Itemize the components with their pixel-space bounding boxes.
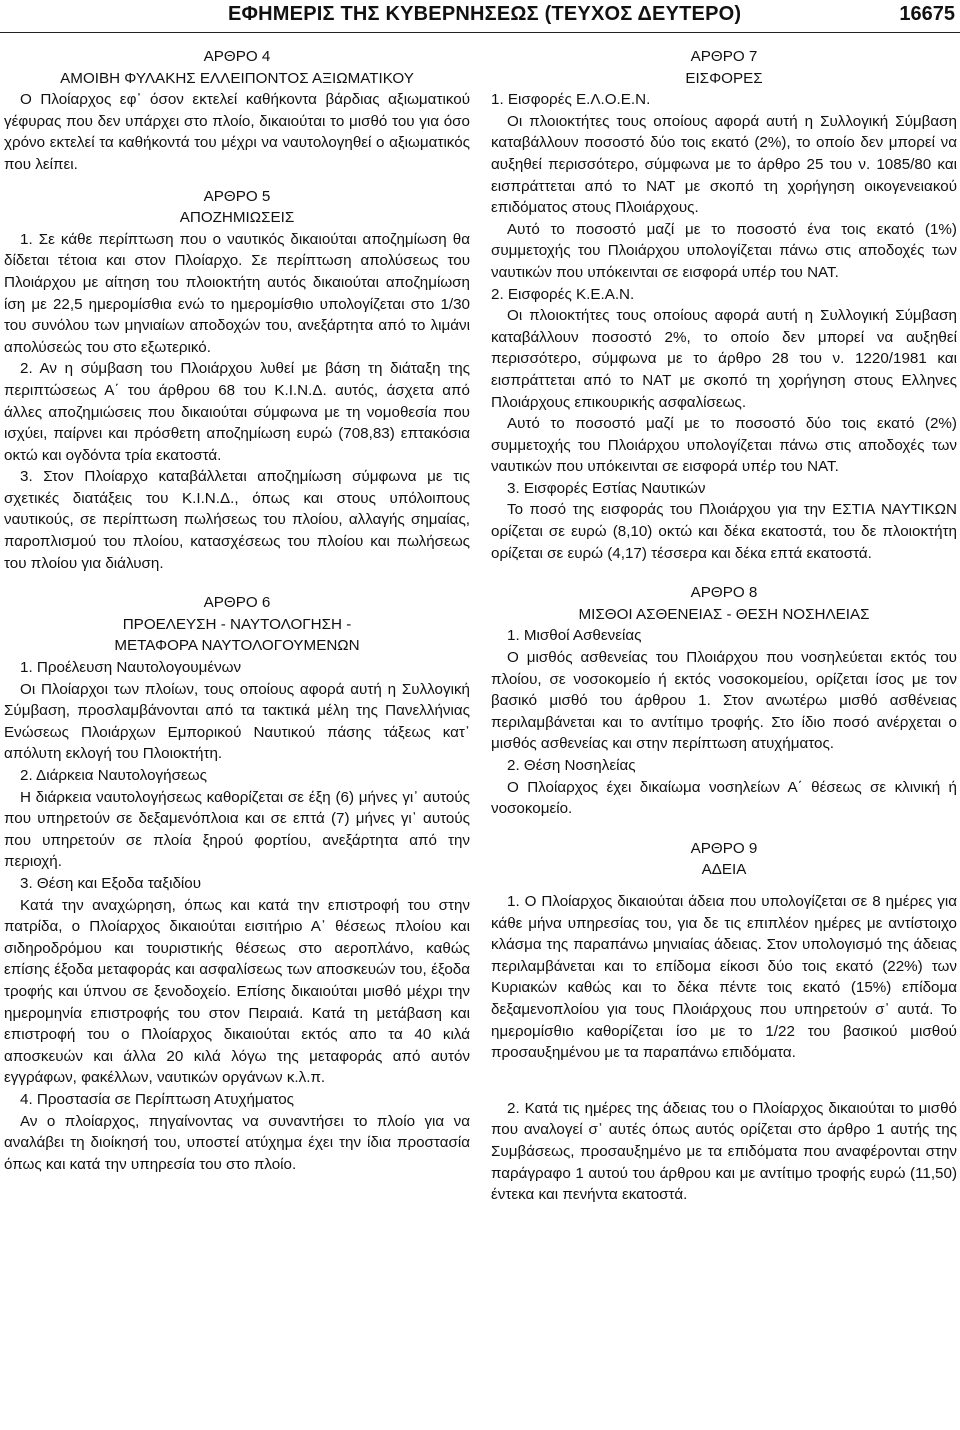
article-7-title: ΕΙΣΦΟΡΕΣ [685, 69, 763, 87]
article-6-heading-1: 1. Προέλευση Ναυτολογουμένων [20, 659, 242, 677]
article-6-heading-2: 2. Διάρκεια Ναυτολογήσεως [20, 767, 207, 784]
article-8-title: ΜΙΣΘΟΙ ΑΣΘΕΝΕΙΑΣ - ΘΕΣΗ ΝΟΣΗΛΕΙΑΣ [578, 605, 870, 623]
article-7-number: ΑΡΘΡΟ 7 [690, 48, 758, 65]
article-6-title-line-1: ΠΡΟΕΛΕΥΣΗ - ΝΑΥΤΟΛΟΓΗΣΗ - [122, 615, 352, 633]
article-6-number: ΑΡΘΡΟ 6 [203, 594, 271, 612]
article-4-paragraph: Ο Πλοίαρχος εφ᾽ όσον εκτελεί καθήκοντα βάρδιας αξιωματικού γέφυρας που δεν υπάρχει στο πλοίο, δικαιούται το μισθό του για όσο χρόνο εκτελεί τα καθήκοντά του μέχρι να ναυτολογηθεί ο αξιωματικός που λείπει. [4, 91, 470, 173]
article-7-heading-3: 3. Εισφορές Εστίας Ναυτικών [507, 479, 706, 497]
page-header [0, 0, 960, 34]
article-9-title: ΑΔΕΙΑ [701, 861, 747, 879]
article-8-paragraph-2: Ο Πλοίαρχος έχει δικαίωμα νοσηλείων Α΄ θέσεως σε κλινική ή νοσοκομείο. [491, 778, 957, 818]
page-number: 16675 [899, 3, 955, 25]
article-6-heading-3: 3. Θέση και Εξοδα ταξιδίου [20, 874, 202, 892]
article-6-paragraph-4: Αν ο πλοίαρχος, πηγαίνοντας να συναντήσει το πλοίο για να αναλάβει τη διοίκησή του, υποστεί ατύχημα έχει την ίδια προστασία όπως και κατά την υπηρεσία του στο πλοίο. [4, 1112, 470, 1173]
left-column [4, 46, 470, 1175]
header-divider [0, 32, 960, 33]
article-5-paragraph-3: 3. Στον Πλοίαρχο καταβάλλεται αποζημίωση σύμφωνα με τις σχετικές διατάξεις του Κ.Ι.Ν.Δ., όπως και στους υπόλοιπους ναυτικούς, σε περίπτωση πωλήσεως του πλοίου, αλλαγής σημαίας, παροπλισμού του πλοίου, κατασχέσεως του πλοίου και πωλήσεως του πλοίου για διάλυση. [4, 468, 470, 572]
article-7-paragraph-2: Αυτό το ποσοστό μαζί με το ποσοστό ένα τοις εκατό (1%) συμμετοχής του Πλοιάρχου υπολογίζεται πάνω στις αποδοχές των ναυτικών που υπόκεινται σε εισφορά υπέρ του ΝΑΤ. [491, 220, 957, 281]
article-9-paragraph-2: 2. Κατά τις ημέρες της άδειας του ο Πλοίαρχος δικαιούται το μισθό που αναλογεί σ᾽ αυτές όπως αυτός ορίζεται στο άρθρο 1 αυτής της Συμβάσεως, προσαυξημένο με τα επιδόματα που αναφέρονται στην παράγραφο 1 αυτού του άρθρου και με αντίτιμο τροφής ευρώ (11,50) έντεκα και πενήντα εκατοστά. [491, 1099, 957, 1204]
article-5-number: ΑΡΘΡΟ 5 [203, 187, 271, 205]
article-5-paragraph-1: 1. Σε κάθε περίπτωση που ο ναυτικός δικαιούται αποζημίωση θα δίδεται τέτοια και στον Πλοίαρχο. Σε περίπτωση απολύσεως του Πλοιάρχου με αίτηση του πλοιοκτήτη αυτός δικαιούται αποζημίωση ίση με 22,5 ημερομίσθια ενώ το ημερομίσθιο υπολογίζεται στο 1/30 του συνόλου των μηνιαίων αποδοχών του, ανεξάρτητα από το λιμάνι απολύσεώς του στο εξωτερικό. [4, 230, 470, 356]
article-7-heading-1: 1. Εισφορές Ε.Λ.Ο.Ε.Ν. [491, 91, 651, 109]
article-7-paragraph-1: Οι πλοιοκτήτες τους οποίους αφορά αυτή η Συλλογική Σύμβαση καταβάλλουν ποσοστό δύο τοις εκατό (2%), το οποίο δεν μπορεί να αυξηθεί περισσότερο, σύμφωνα με το άρθρο 25 του ν. 1085/80 και εισπράττεται από το ΝΑΤ με σκοπό τη χορήγηση οικογενειακού επιδόματος στους Πλοιάρχους. [491, 112, 957, 217]
article-8-heading-2: 2. Θέση Νοσηλείας [507, 757, 636, 774]
article-6-paragraph-1: Οι Πλοίαρχοι των πλοίων, τους οποίους αφορά αυτή η Συλλογική Σύμβαση, προσλαμβάνονται από τα τακτικά μέλη της Πανελλήνιας Ενώσεως Πλοιάρχων Εμπορικού Ναυτικού πάσης τάξεως κατ᾽ απόλυτη εκλογή του Πλοιοκτήτη. [4, 680, 470, 763]
article-5-paragraph-2: 2. Αν η σύμβαση του Πλοιάρχου λυθεί με βάση τη διάταξη της περιπτώσεως Α΄ του άρθρου 68 του Κ.Ι.Ν.Δ. αυτός, άσχετα από άλλες αποζημιώσεις που δικαιούται σύμφωνα με τη νομοθεσία που ισχύει, παίρνει και πρόσθετη αποζημίωση ευρώ (708,83) επτακόσια οκτώ και ογδόντα τρία εκατοστά. [4, 360, 470, 464]
article-6-paragraph-3: Κατά την αναχώρηση, όπως και κατά την επιστροφή του στην πατρίδα, ο Πλοίαρχος δικαιούται εισιτήριο Α᾽ θέσεως πλοίου και σιδηροδρόμου και τουριστικής θέσεως στο αεροπλάνο, καθώς επίσης έξοδα μεταφοράς και ασφαλίσεως των αποσκευών του, έξοδα τροφής και ύπνου σε ξενοδοχείο. Επίσης δικαιούται μισθό μέχρι την ημερομηνία επιστροφής του στον Πειραιά. Κατά τη μετάβαση και επιστροφή του ο Πλοίαρχος δικαιούται εκτός απο τα 40 κιλά αποσκευών και άλλα 20 κιλά λόγω της μεταφοράς από αυτόν εγγράφων, φακέλλων, ναυτικών οργάνων κ.λ.π. [4, 896, 470, 1087]
article-6-heading-4: 4. Προστασία σε Περίπτωση Ατυχήματος [20, 1090, 294, 1108]
article-7-paragraph-3: Οι πλοιοκτήτες τους οποίους αφορά αυτή η Συλλογική Σύμβαση καταβάλλουν ποσοστό 2%, το οποίο δεν μπορεί να αυξηθεί περισσότερο, σύμφωνα με το άρθρο 28 του ν. 1220/1981 και εισπράττεται από το ΝΑΤ με σκοπό τη χορήγηση στους Ελληνες Πλοιάρχους επικουρικής ασφαλίσεως. [491, 307, 957, 411]
article-7-paragraph-4: Αυτό το ποσοστό μαζί με το ποσοστό δύο τοις εκατό (2%) συμμετοχής του Πλοιάρχου υπολογίζεται πάνω στις αποδοχές των ναυτικών που υπόκεινται σε εισφορά υπέρ του ΝΑΤ. [491, 415, 957, 476]
article-4-title: ΑΜΟΙΒΗ ΦΥΛΑΚΗΣ ΕΛΛΕΙΠΟΝΤΟΣ ΑΞΙΩΜΑΤΙΚΟΥ [60, 69, 414, 87]
article-6-paragraph-2: Η διάρκεια ναυτολογήσεως καθορίζεται σε έξη (6) μήνες γι᾽ αυτούς που υπηρετούν σε δεξαμενόπλοια και σε επτά (7) μήνες γι᾽ αυτούς που υπηρετούν σε πλοία ξηρού φορτίου, ανεξάρτητα από την περιοχή. [4, 788, 470, 871]
article-6-title-line-2: ΜΕΤΑΦΟΡΑ ΝΑΥΤΟΛΟΓΟΥΜΕΝΩΝ [114, 637, 360, 655]
article-4-number: ΑΡΘΡΟ 4 [203, 48, 271, 65]
article-9-paragraph-1: 1. Ο Πλοίαρχος δικαιούται άδεια που υπολογίζεται σε 8 ημέρες για κάθε μήνα υπηρεσίας του, για δε τις επιπλέον ημέρες με αντίστοιχο κλάσμα της παραπάνω μηνιαίας άδειας. Στον υπολογισμό της άδειας περιλαμβάνεται και το επίδομα είκοσι δύο τοις εκατό (22%) των Κυριακών καθώς και το δέκα πέντε τοις εκατό (15%) επίδομα δεξαμενοπλοίου για τους Πλοιάρχους που υπηρετούν σ᾽ αυτά. Το ημερομίσθιο καθορίζεται ίσο με το 1/22 του βασικού μισθού προσαυξημένου με τα παραπάνω επιδόματα. [491, 892, 957, 1062]
article-7-paragraph-5: Το ποσό της εισφοράς του Πλοιάρχου για την ΕΣΤΙΑ ΝΑΥΤΙΚΩΝ ορίζεται σε ευρώ (8,10) οκτώ και δέκα εκατοστά, του δε πλοιοκτήτη ορίζεται σε ευρώ (4,17) τέσσερα και δέκα επτά εκατοστά. [491, 501, 957, 562]
article-8-paragraph-1: Ο μισθός ασθενείας του Πλοιάρχου που νοσηλεύεται εκτός του πλοίου, σε νοσοκομείο ή εκτός νοσοκομείου, ορίζεται ίσος με τον βασικό μισθό του άρθρου 1. Στον ανωτέρω μισθό ασθένειας περιλαμβάνεται και το αντίτιμο τροφής. Στο ίδιο ποσό ανέρχεται ο μισθός ασθενείας και στην περίπτωση ατυχήματος. [491, 649, 957, 753]
right-column [491, 46, 957, 1206]
gazette-title: ΕΦΗΜΕΡΙΣ ΤΗΣ ΚΥΒΕΡΝΗΣΕΩΣ (ΤΕΥΧΟΣ ΔΕΥΤΕΡΟ) [228, 3, 742, 25]
article-9-number: ΑΡΘΡΟ 9 [690, 839, 758, 857]
article-8-number: ΑΡΘΡΟ 8 [690, 584, 758, 602]
article-7-heading-2: 2. Εισφορές Κ.Ε.Α.Ν. [491, 285, 635, 303]
article-8-heading-1: 1. Μισθοί Ασθενείας [507, 627, 642, 645]
article-5-title: ΑΠΟΖΗΜΙΩΣΕΙΣ [179, 209, 295, 227]
